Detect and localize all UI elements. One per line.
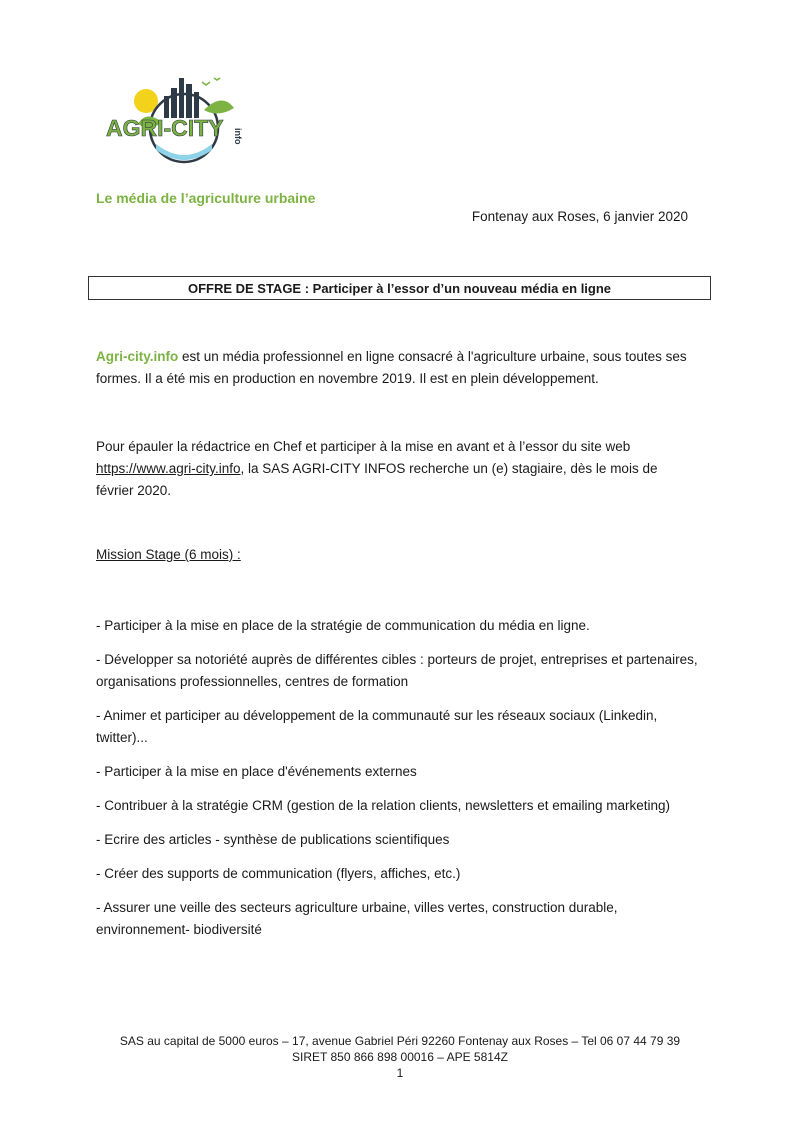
logo-water <box>156 144 212 160</box>
logo-leaf-right <box>204 100 234 113</box>
footer-registration: SIRET 850 866 898 00016 – APE 5814Z <box>292 1050 508 1064</box>
dateline: Fontenay aux Roses, 6 janvier 2020 <box>471 209 688 224</box>
page-number: 1 <box>396 1066 404 1080</box>
mission-task: - Ecrire des articles - synthèse de publications scientifiques <box>96 832 450 847</box>
website-link[interactable]: https://www.agri-city.info <box>96 461 241 476</box>
intro-text: est un média professionnel en ligne consacré à l'agriculture urbaine, sous toutes ses formes. Il a été mis en production en novembre 2019. Il est en plein développement. <box>96 349 687 386</box>
brand-name: Agri-city.info <box>96 349 179 364</box>
intro-paragraph <box>96 346 696 390</box>
offer-title: OFFRE DE STAGE : Participer à l’essor d’un nouveau média en ligne <box>187 280 612 296</box>
mission-task: - Développer sa notoriété auprès de différentes cibles : porteurs de projet, entreprises et partenaires, organisations professionnelles, centres de formation <box>96 652 698 689</box>
support-text-before: Pour épauler la rédactrice en Chef et participer à la mise en avant et à l’essor du site web <box>96 439 631 454</box>
support-paragraph <box>96 436 696 502</box>
logo-wordmark: AGRI-CITY <box>106 115 224 141</box>
mission-task: - Animer et participer au développement de la communauté sur les réseaux sociaux (Linkedin, twitter)... <box>96 708 658 745</box>
mission-task: - Participer à la mise en place d'événements externes <box>96 764 417 779</box>
mission-heading: Mission Stage (6 mois) : <box>96 547 241 562</box>
footer <box>0 1033 800 1081</box>
mission-task-list <box>96 615 706 953</box>
footer-company-info: SAS au capital de 5000 euros – 17, avenue Gabriel Péri 92260 Fontenay aux Roses – Tel 06 07 44 79 39 <box>119 1034 681 1048</box>
offer-title-box <box>88 276 711 300</box>
mission-task: - Assurer une veille des secteurs agriculture urbaine, villes vertes, construction durable, environnement- biodiversité <box>96 900 618 937</box>
logo-bird-2 <box>214 78 220 80</box>
tagline: Le média de l’agriculture urbaine <box>96 190 316 206</box>
mission-task: - Participer à la mise en place de la stratégie de communication du média en ligne. <box>96 618 590 633</box>
support-text-after: , la SAS AGRI-CITY INFOS recherche un (e) stagiaire, dès le mois de février 2020. <box>96 461 658 498</box>
logo-wordmark-suffix: info <box>233 128 243 145</box>
mission-task: - Créer des supports de communication (flyers, affiches, etc.) <box>96 866 461 881</box>
logo-bird-1 <box>202 82 210 85</box>
agri-city-logo <box>104 70 254 170</box>
mission-task: - Contribuer à la stratégie CRM (gestion de la relation clients, newsletters et emailing marketing) <box>96 798 671 813</box>
